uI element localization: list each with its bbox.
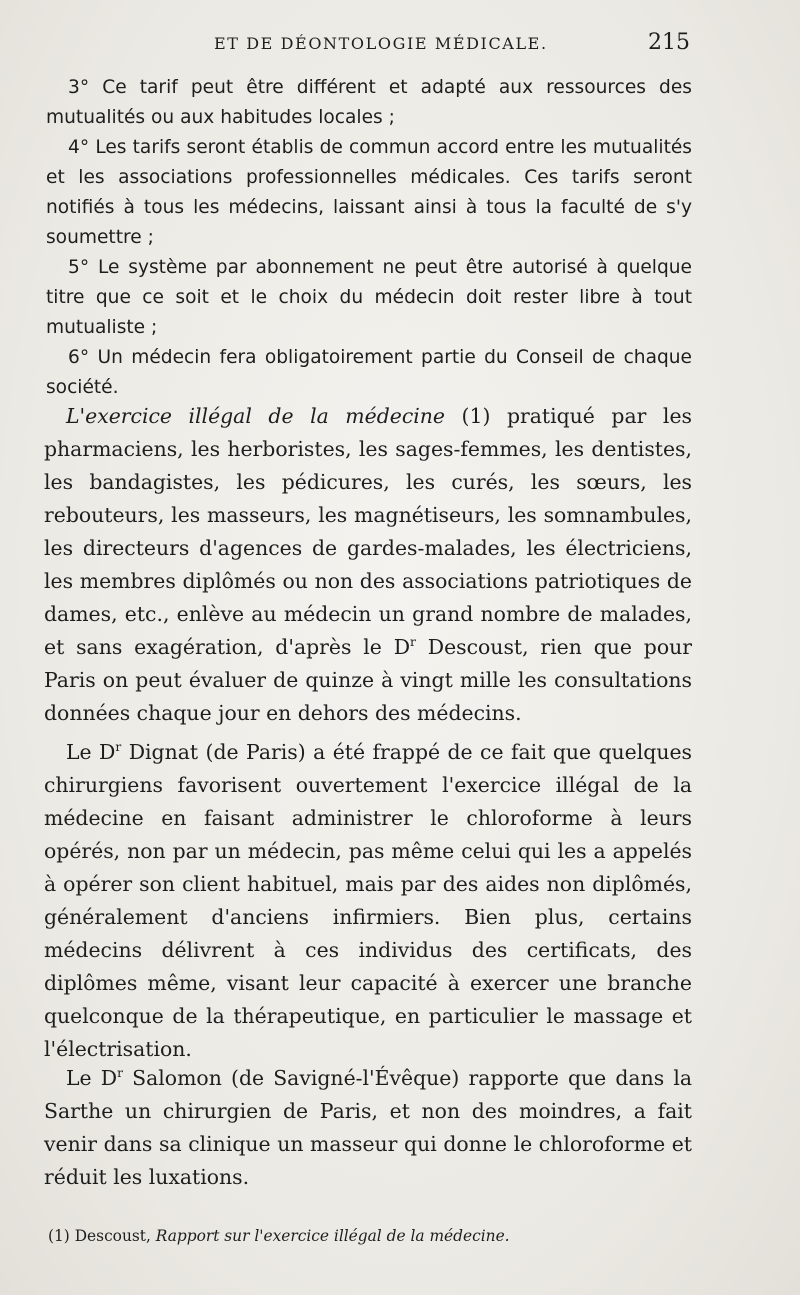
article-number: 4°	[68, 137, 90, 158]
paragraph-salomon	[44, 1062, 692, 1194]
dr-superscript: r	[115, 740, 122, 755]
article-number: 5°	[68, 257, 90, 278]
article-text: Les tarifs seront établis de commun accord entre les mutualités et les associations professionnelles médicales. Ces tarifs seront notifiés à tous les médecins, laissant ainsi à tous la faculté de s'y soumettre ;	[46, 137, 692, 248]
italic-lead: L'exercice illégal de la médecine	[66, 404, 445, 428]
article-text: Un médecin fera obligatoirement partie du Conseil de chaque société.	[46, 347, 692, 398]
article-4	[46, 133, 692, 253]
paragraph-text-end: Descoust, rien que pour Paris on peut évaluer de quinze à vingt mille les consultations données chaque jour en dehors des médecins.	[44, 635, 692, 725]
footnote	[48, 1225, 688, 1247]
article-number: 6°	[68, 347, 90, 368]
paragraph-lead: Le D	[66, 1066, 118, 1090]
article-5	[46, 253, 692, 343]
dr-superscript: r	[117, 1066, 123, 1081]
tariff-articles	[46, 73, 692, 403]
paragraph-lead: Le D	[66, 740, 116, 764]
running-title: ET DE DÉONTOLOGIE MÉDICALE.	[214, 34, 548, 53]
paragraph-text: pratiqué par les pharmaciens, les herboristes, les sages-femmes, les dentistes, les bandagistes, les pédicures, les curés, les sœurs, les rebouteurs, les masseurs, les magnétiseurs, les somnambules, les directeurs d'agences de gardes-malades, les électriciens, les membres diplômés ou non des associations patriotiques de dames, etc., enlève au médecin un grand nombre de malades, et sans exagération, d'après le D	[44, 404, 692, 659]
article-6	[46, 343, 692, 403]
footnote-author: Descoust,	[74, 1227, 151, 1245]
paragraph-text: Salomon (de Savigné-l'Évêque) rapporte que dans la Sarthe un chirurgien de Paris, et non des moindres, a fait venir dans sa clinique un masseur qui donne le chloroforme et réduit les luxations.	[44, 1066, 692, 1189]
footnote-marker: (1)	[48, 1227, 70, 1245]
article-3	[46, 73, 692, 133]
dr-superscript: r	[410, 635, 416, 650]
running-head	[0, 30, 800, 58]
article-text: Le système par abonnement ne peut être autorisé à quelque titre que ce soit et le choix du médecin doit rester libre à tout mutualiste ;	[46, 257, 692, 338]
page-number: 215	[648, 30, 690, 55]
article-text: Ce tarif peut être différent et adapté aux ressources des mutualités ou aux habitudes locales ;	[46, 77, 692, 128]
paragraph-illegal-practice	[44, 400, 692, 730]
article-number: 3°	[68, 77, 90, 98]
footnote-ref: (1)	[461, 404, 491, 428]
footnote-title: Rapport sur l'exercice illégal de la médecine.	[155, 1227, 510, 1245]
paragraph-text: Dignat (de Paris) a été frappé de ce fait que quelques chirurgiens favorisent ouvertement l'exercice illégal de la médecine en faisant administrer le chloroforme à leurs opérés, non par un médecin, pas même celui qui les a appelés à opérer son client habituel, mais par des aides non diplômés, généralement d'anciens infirmiers. Bien plus, certains médecins délivrent à ces individus des certificats, des diplômes même, visant leur capacité à exercer une branche quelconque de la thérapeutique, en particulier le massage et l'électrisation.	[44, 740, 692, 1061]
paragraph-dignat	[44, 736, 692, 1066]
